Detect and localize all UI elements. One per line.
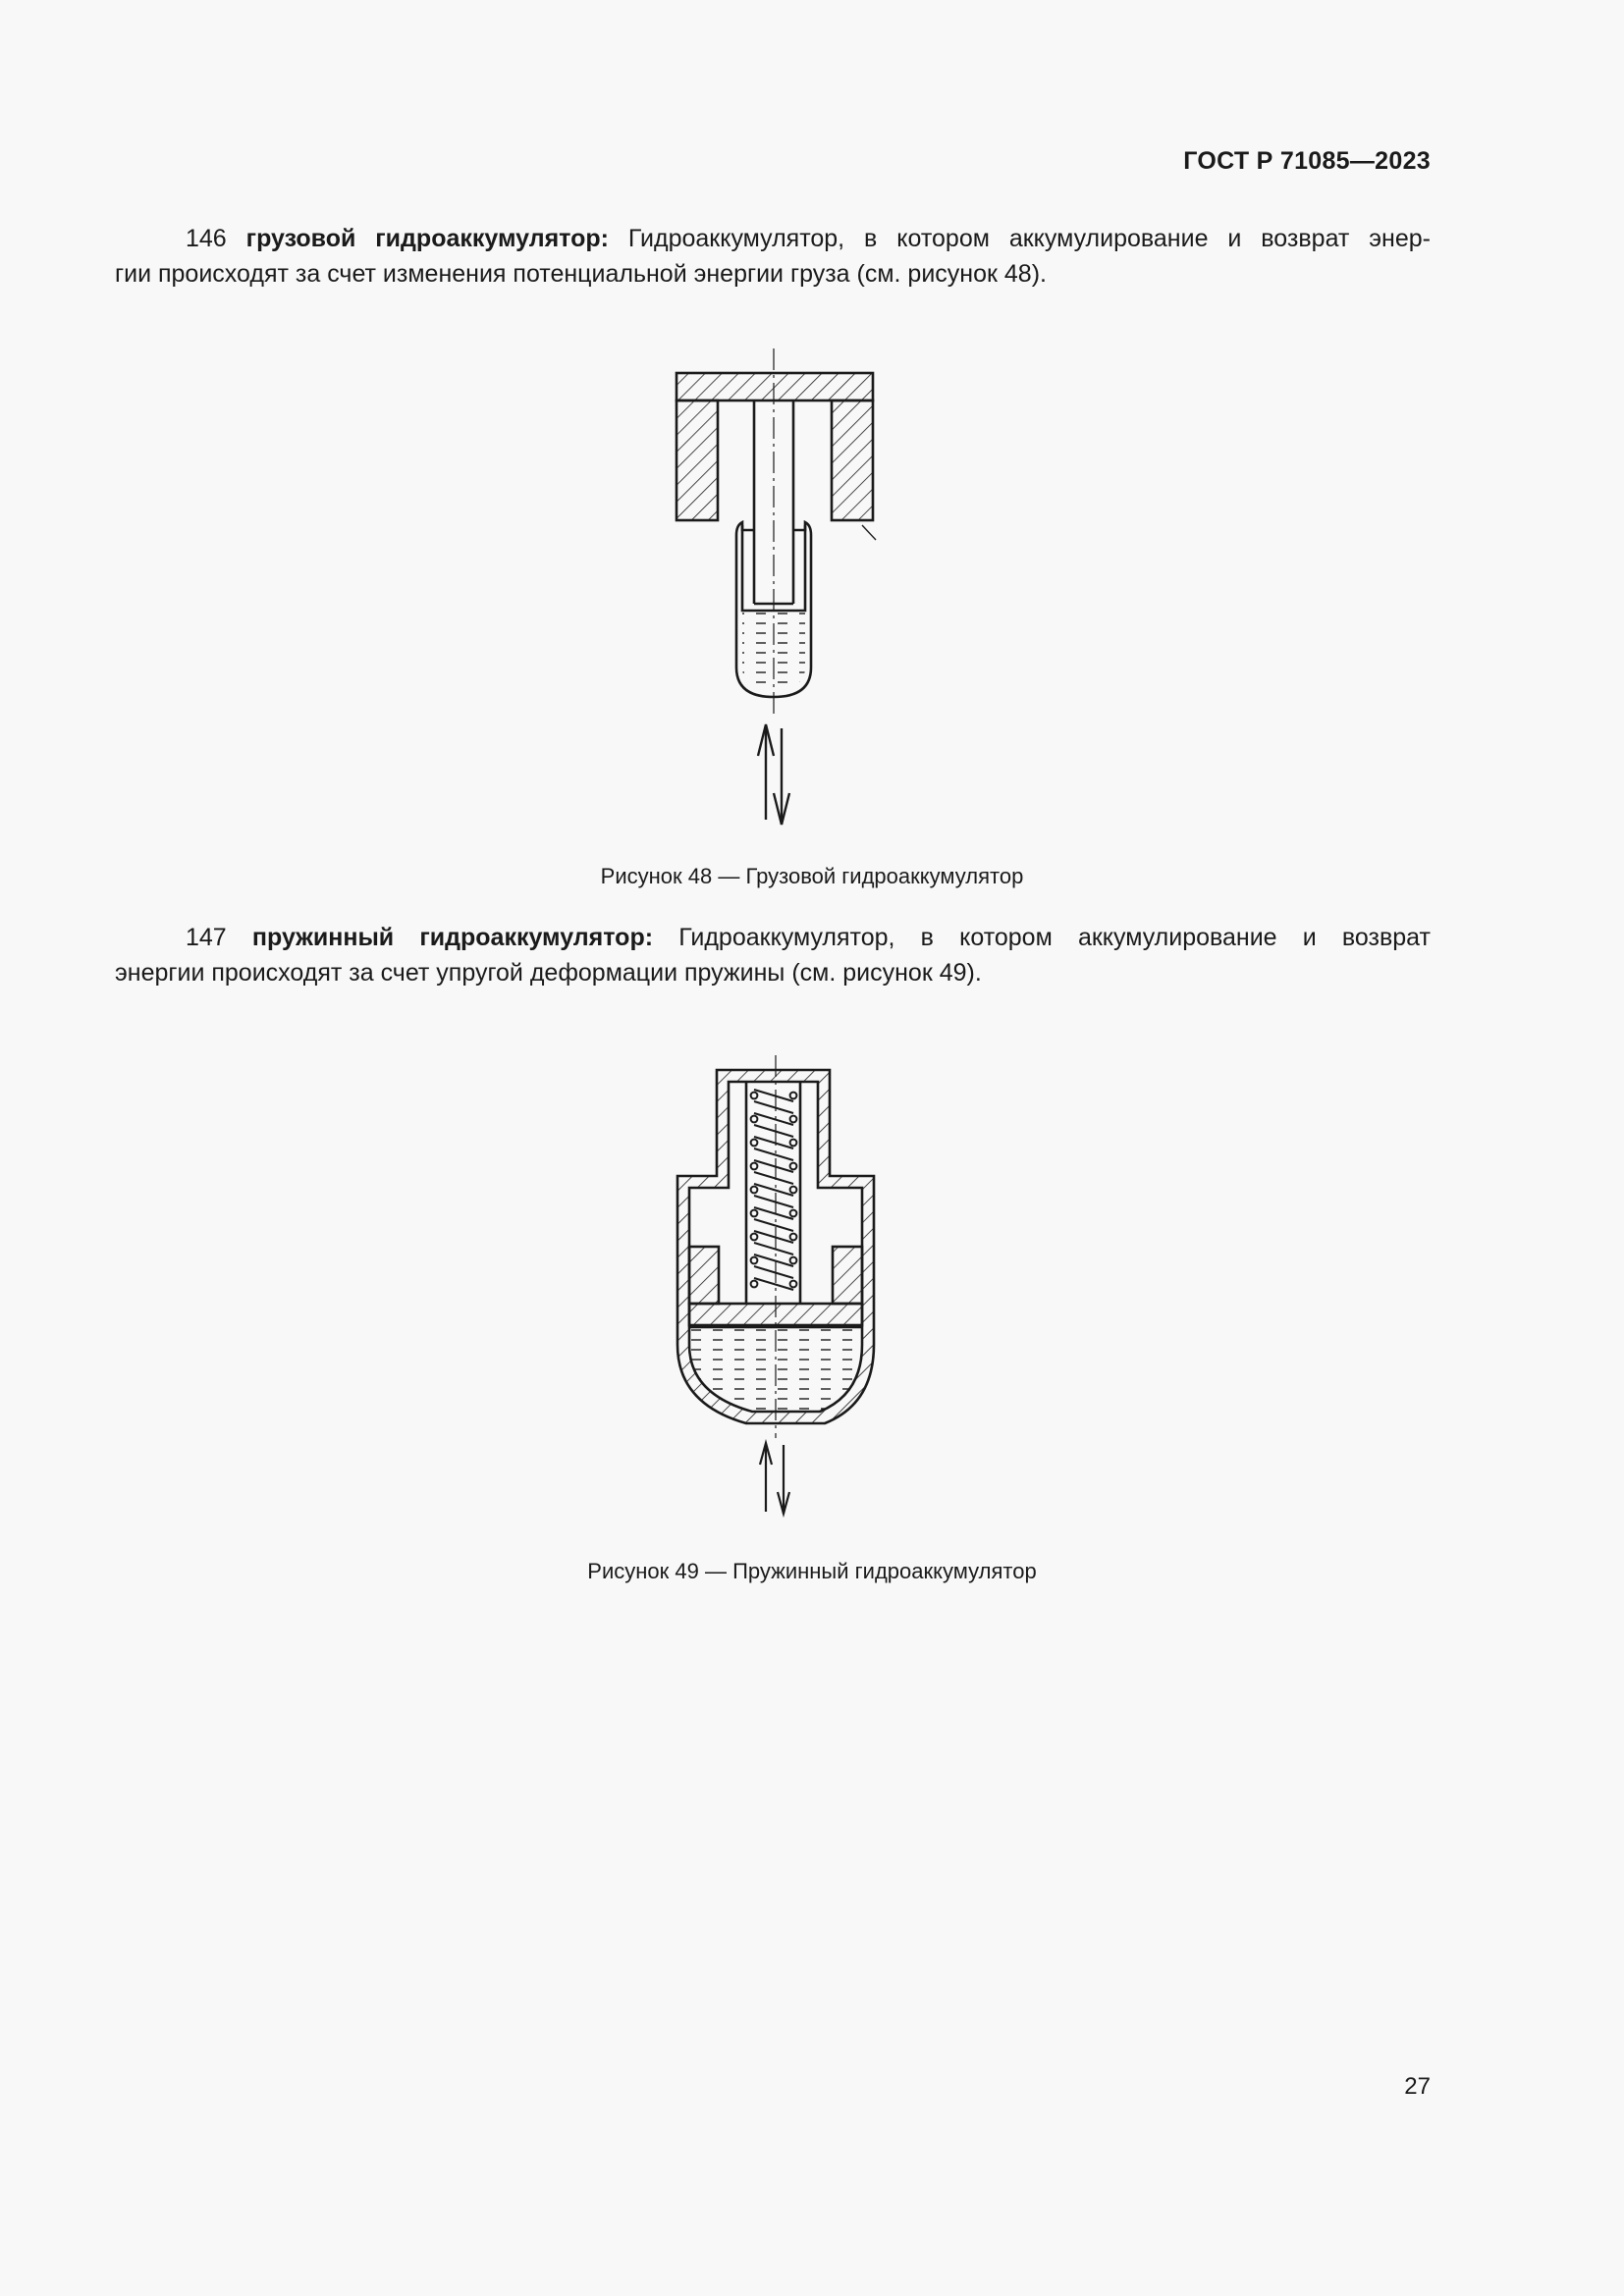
flow-arrows	[758, 724, 789, 825]
figure-48-weight-accumulator	[668, 344, 884, 834]
figure-48-caption: Рисунок 48 — Грузовой гидроаккумулятор	[600, 864, 1024, 888]
document-standard-header: ГОСТ Р 71085—2023	[1183, 147, 1431, 175]
weight-right-wall	[832, 400, 873, 520]
entry-definition-line2: гии происходят за счет изменения потенциальной энергии груза (см. рисунок 48).	[115, 260, 1047, 288]
entry-term: пружинный гидроаккумулятор:	[251, 924, 654, 951]
entry-definition-line2: энергии происходят за счет упругой деформации пружины (см. рисунок 49).	[115, 959, 982, 987]
figure-49-spring-accumulator	[668, 1050, 893, 1531]
flow-arrows	[760, 1443, 789, 1514]
figure-49-caption: Рисунок 49 — Пружинный гидроаккумулятор	[587, 1559, 1037, 1583]
entry-definition-line1: Гидроаккумулятор, в котором аккумулирование и возврат энер-	[627, 225, 1431, 252]
entry-147	[115, 920, 1431, 990]
entry-definition-line1: Гидроаккумулятор, в котором аккумулирование и возврат	[678, 924, 1431, 951]
entry-number: 147	[186, 924, 227, 951]
entry-term: грузовой гидроаккумулятор:	[245, 225, 609, 252]
page-number: 27	[1404, 2073, 1431, 2100]
weight-top-plate	[677, 373, 873, 400]
entry-number: 146	[186, 225, 227, 252]
spring	[751, 1090, 797, 1290]
weight-left-wall	[677, 400, 718, 520]
entry-146	[115, 221, 1431, 292]
